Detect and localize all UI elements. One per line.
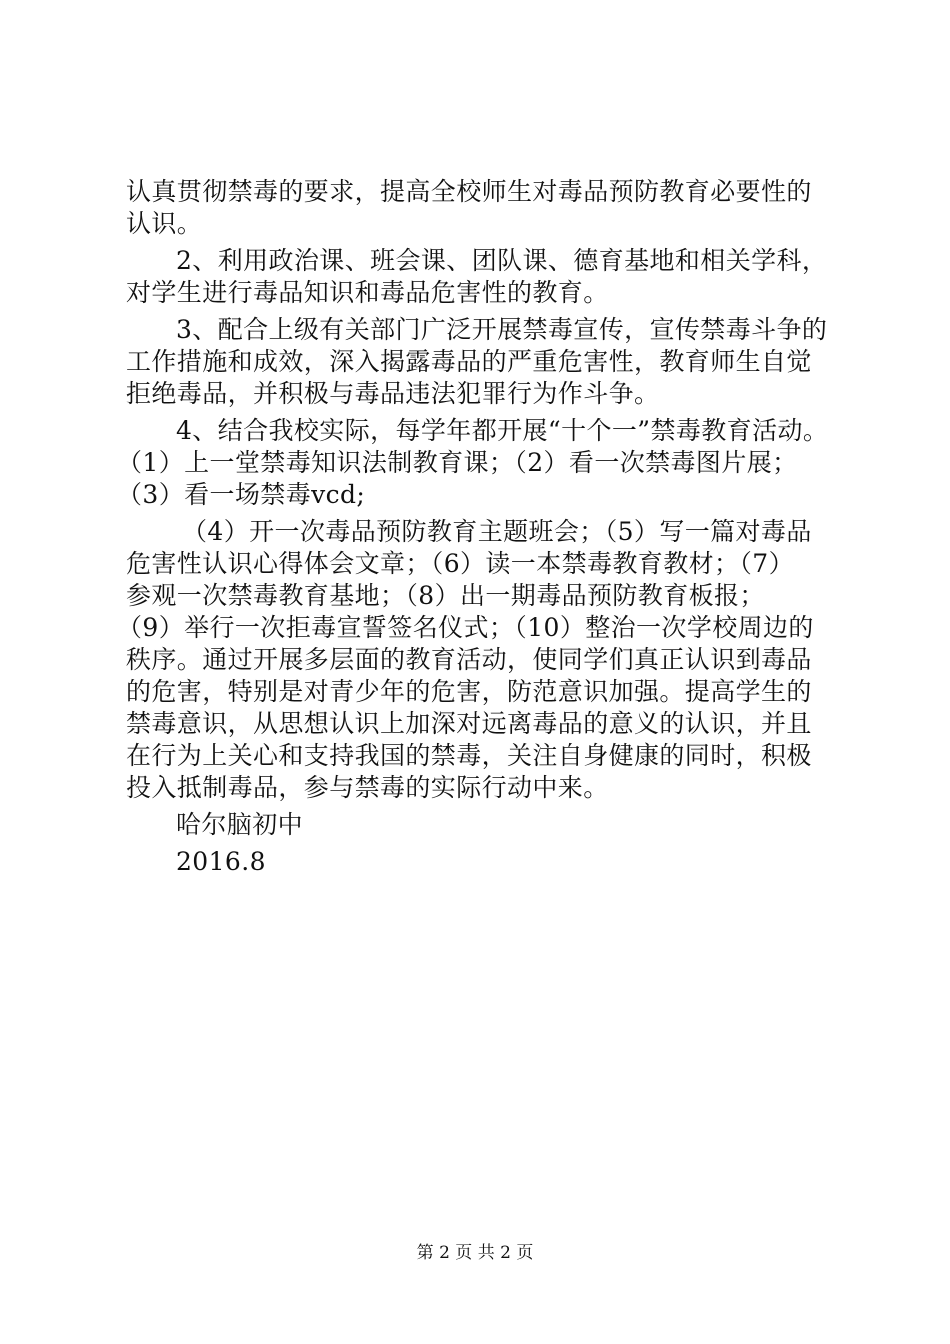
signature-school: 哈尔脑初中 <box>176 810 304 839</box>
signature-date: 2016.8 <box>176 847 266 876</box>
body-line-18: 在行为上关心和支持我国的禁毒，关注自身健康的同时，积极 <box>126 741 812 770</box>
body-line-11: （4）开一次毒品预防教育主题班会；（5）写一篇对毒品 <box>182 517 812 546</box>
body-line-10: （3）看一场禁毒vcd; <box>117 480 366 509</box>
body-line-3: 2、利用政治课、班会课、团队课、德育基地和相关学科， <box>176 246 828 275</box>
body-line-19: 投入抵制毒品，参与禁毒的实际行动中来。 <box>126 773 609 802</box>
body-line-8: 4、结合我校实际，每学年都开展“十个一”禁毒教育活动。 <box>176 416 829 445</box>
body-line-5: 3、配合上级有关部门广泛开展禁毒宣传，宣传禁毒斗争的 <box>176 315 828 344</box>
body-line-6: 工作措施和成效，深入揭露毒品的严重危害性，教育师生自觉 <box>126 347 812 376</box>
body-line-15: 秩序。通过开展多层面的教育活动，使同学们真正认识到毒品 <box>126 645 812 674</box>
body-line-14: （9）举行一次拒毒宣誓签名仪式；（10）整治一次学校周边的 <box>117 613 814 642</box>
body-line-17: 禁毒意识，从思想认识上加深对远离毒品的意义的认识，并且 <box>126 709 812 738</box>
body-line-16: 的危害，特别是对青少年的危害，防范意识加强。提高学生的 <box>126 677 812 706</box>
body-line-9: （1）上一堂禁毒知识法制教育课；（2）看一次禁毒图片展； <box>117 448 798 477</box>
body-line-1: 认真贯彻禁毒的要求，提高全校师生对毒品预防教育必要性的 <box>126 177 812 206</box>
body-line-12: 危害性认识心得体会文章；（6）读一本禁毒教育教材；（7） <box>126 549 795 578</box>
body-line-4: 对学生进行毒品知识和毒品危害性的教育。 <box>126 278 609 307</box>
body-line-13: 参观一次禁毒教育基地；（8）出一期毒品预防教育板报； <box>126 581 765 610</box>
body-line-2: 认识。 <box>126 209 203 238</box>
body-line-7: 拒绝毒品，并积极与毒品违法犯罪行为作斗争。 <box>126 379 660 408</box>
page-number-footer: 第 2 页 共 2 页 <box>416 1243 534 1263</box>
